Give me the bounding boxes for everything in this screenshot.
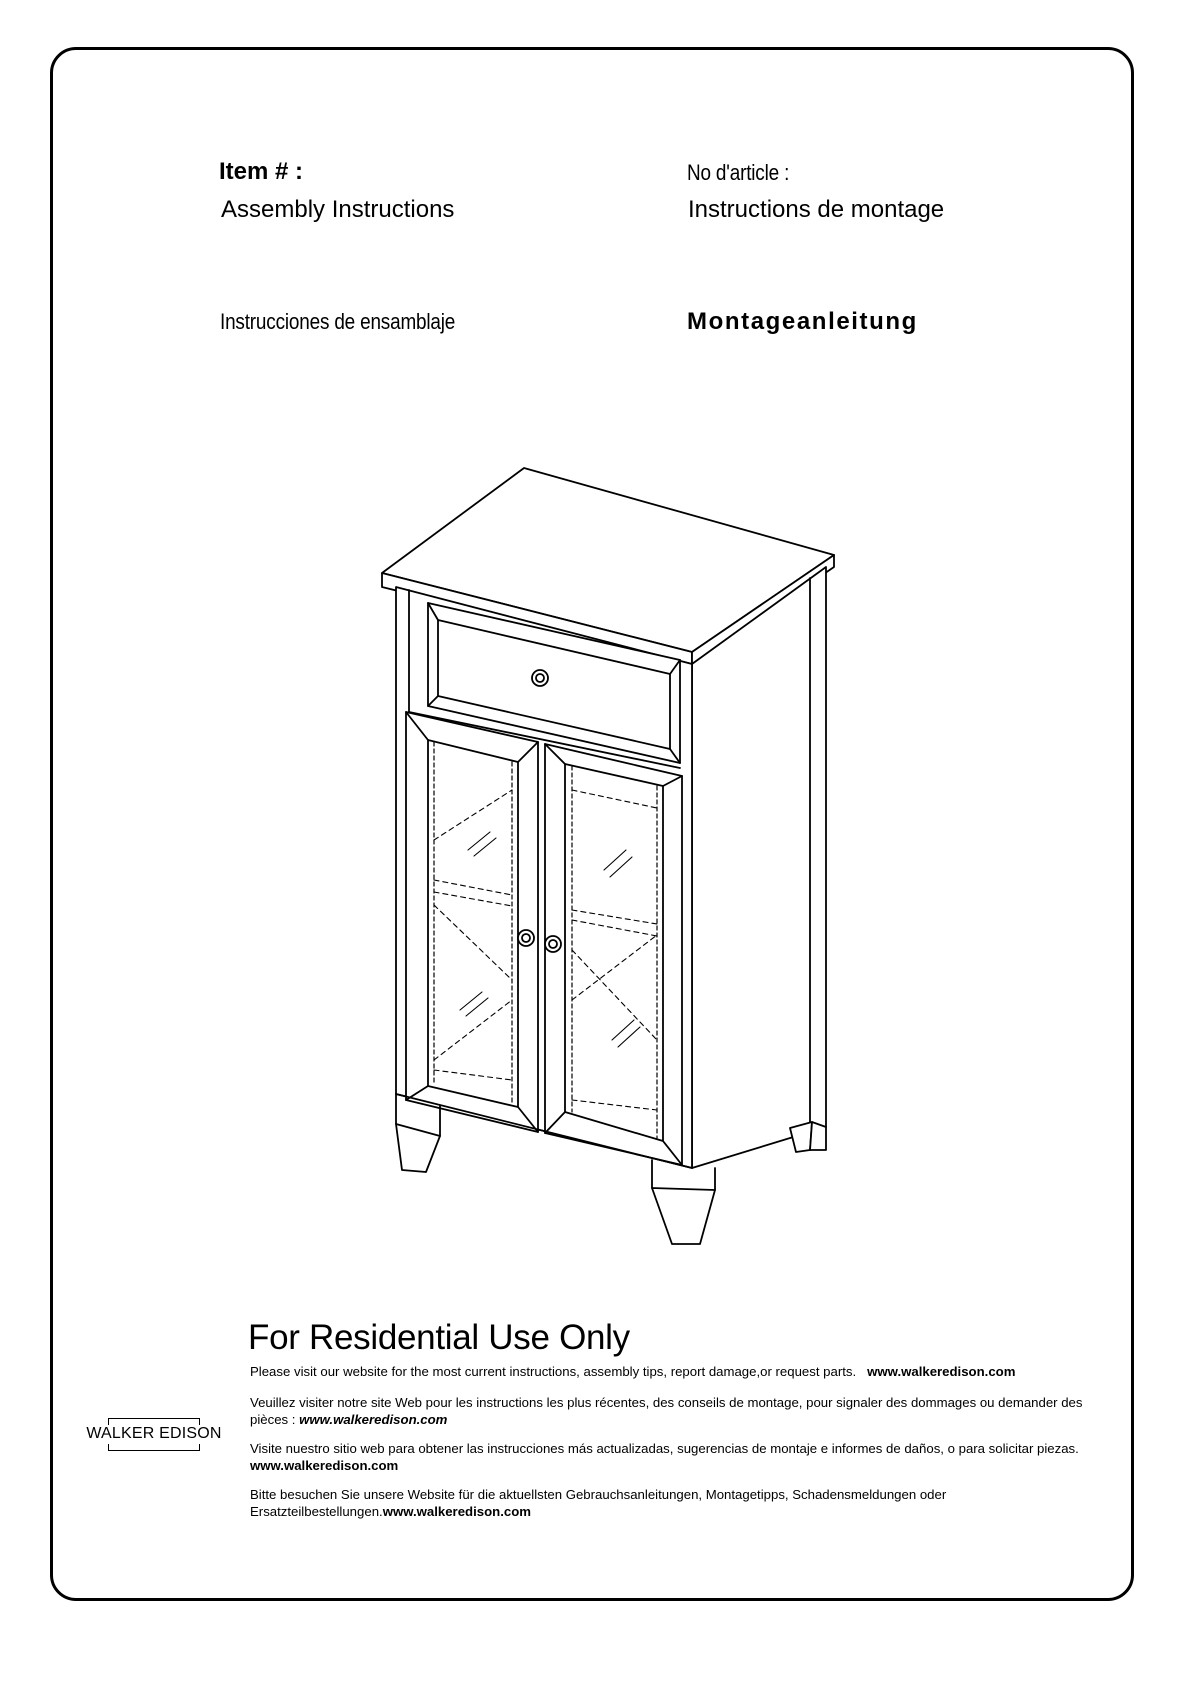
website-link-en[interactable]: www.walkeredison.com [867, 1364, 1016, 1379]
notice-fr-text: Veuillez visiter notre site Web pour les instructions les plus récentes, des conseils de montage, pour signaler des dommages ou demander des pièces : [250, 1395, 1083, 1427]
cabinet-side [692, 567, 826, 1168]
notice-en [250, 1363, 1105, 1380]
website-link-de[interactable]: www.walkeredison.com [382, 1504, 531, 1519]
drawer-knob [532, 670, 548, 686]
assembly-instructions-title-fr: Instructions de montage [688, 196, 945, 223]
right-door-knob [545, 936, 561, 952]
left-door-knob [518, 930, 534, 946]
assembly-instructions-title: Assembly Instructions [221, 196, 455, 223]
assembly-instructions-title-de: Montageanleitung [687, 308, 918, 335]
item-number-label: Item # : [219, 158, 304, 185]
notice-en-text: Please visit our website for the most current instructions, assembly tips, report damage,or request parts. [250, 1364, 857, 1379]
assembly-instructions-title-es: Instrucciones de ensamblaje [220, 309, 456, 334]
logo-bracket-top [108, 1418, 200, 1425]
cabinet-illustration [370, 460, 850, 1250]
notice-de-text: Bitte besuchen Sie unsere Website für die aktuellsten Gebrauchsanleitungen, Montagetipps, Schadensmeldungen oder Ersatzteilbestellungen. [250, 1487, 947, 1519]
logo-text: WALKER EDISON [86, 1425, 222, 1442]
item-number-label-fr: No d'article : [687, 160, 790, 185]
website-link-es[interactable]: www.walkeredison.com [250, 1458, 399, 1473]
notice-es-text: Visite nuestro sitio web para obtener las instrucciones más actualizadas, sugerencias de montaje e informes de daños, o para solicitar piezas. [250, 1441, 1079, 1456]
logo-bracket-bottom [108, 1444, 200, 1451]
left-door [406, 712, 538, 1132]
website-link-fr[interactable]: www.walkeredison.com [299, 1412, 448, 1427]
notice-fr [250, 1394, 1105, 1428]
walker-edison-logo [84, 1416, 224, 1452]
notice-es [250, 1440, 1105, 1474]
notice-de [250, 1486, 1105, 1520]
residential-use-headline: For Residential Use Only [248, 1318, 630, 1357]
right-door [545, 744, 682, 1165]
